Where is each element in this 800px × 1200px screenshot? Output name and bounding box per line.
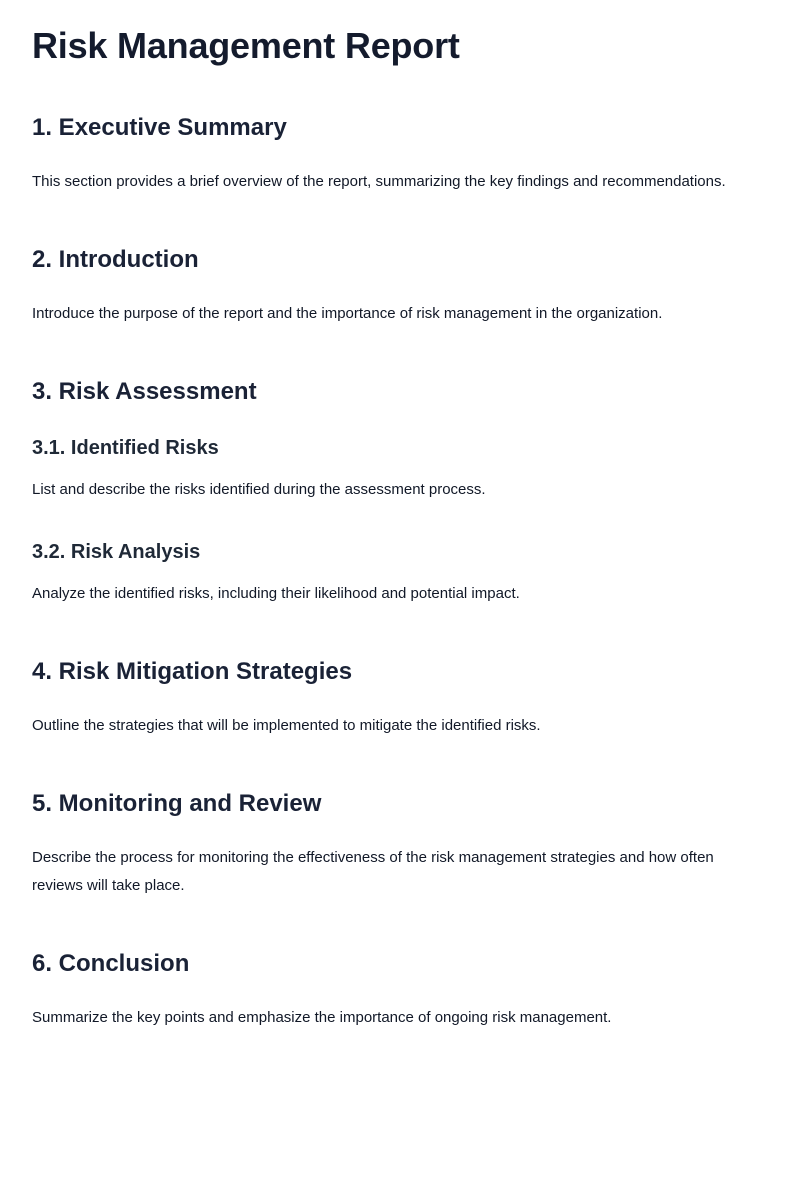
section-text-introduction: Introduce the purpose of the report and the importance of risk management in the organization. [32, 305, 663, 322]
section-heading-risk-assessment: 3. Risk Assessment [32, 378, 257, 405]
subsection-text-identified-risks: List and describe the risks identified during the assessment process. [32, 481, 486, 498]
section-text-conclusion: Summarize the key points and emphasize the importance of ongoing risk management. [32, 1009, 612, 1026]
report-title: Risk Management Report [32, 25, 460, 66]
section-heading-conclusion: 6. Conclusion [32, 950, 190, 977]
section-heading-introduction: 2. Introduction [32, 246, 199, 273]
subsection-heading-risk-analysis: 3.2. Risk Analysis [32, 541, 201, 563]
section-text-monitoring-and-review: Describe the process for monitoring the effectiveness of the risk management strategies and how often reviews will take place. [32, 849, 714, 894]
section-text-executive-summary: This section provides a brief overview of the report, summarizing the key findings and recommendations. [32, 173, 726, 190]
section-heading-monitoring-and-review: 5. Monitoring and Review [32, 790, 322, 817]
section-text-risk-mitigation-strategies: Outline the strategies that will be implemented to mitigate the identified risks. [32, 717, 541, 734]
subsection-text-risk-analysis: Analyze the identified risks, including their likelihood and potential impact. [32, 585, 520, 602]
section-heading-executive-summary: 1. Executive Summary [32, 114, 287, 141]
section-heading-risk-mitigation-strategies: 4. Risk Mitigation Strategies [32, 658, 353, 685]
subsection-heading-identified-risks: 3.1. Identified Risks [32, 437, 219, 459]
